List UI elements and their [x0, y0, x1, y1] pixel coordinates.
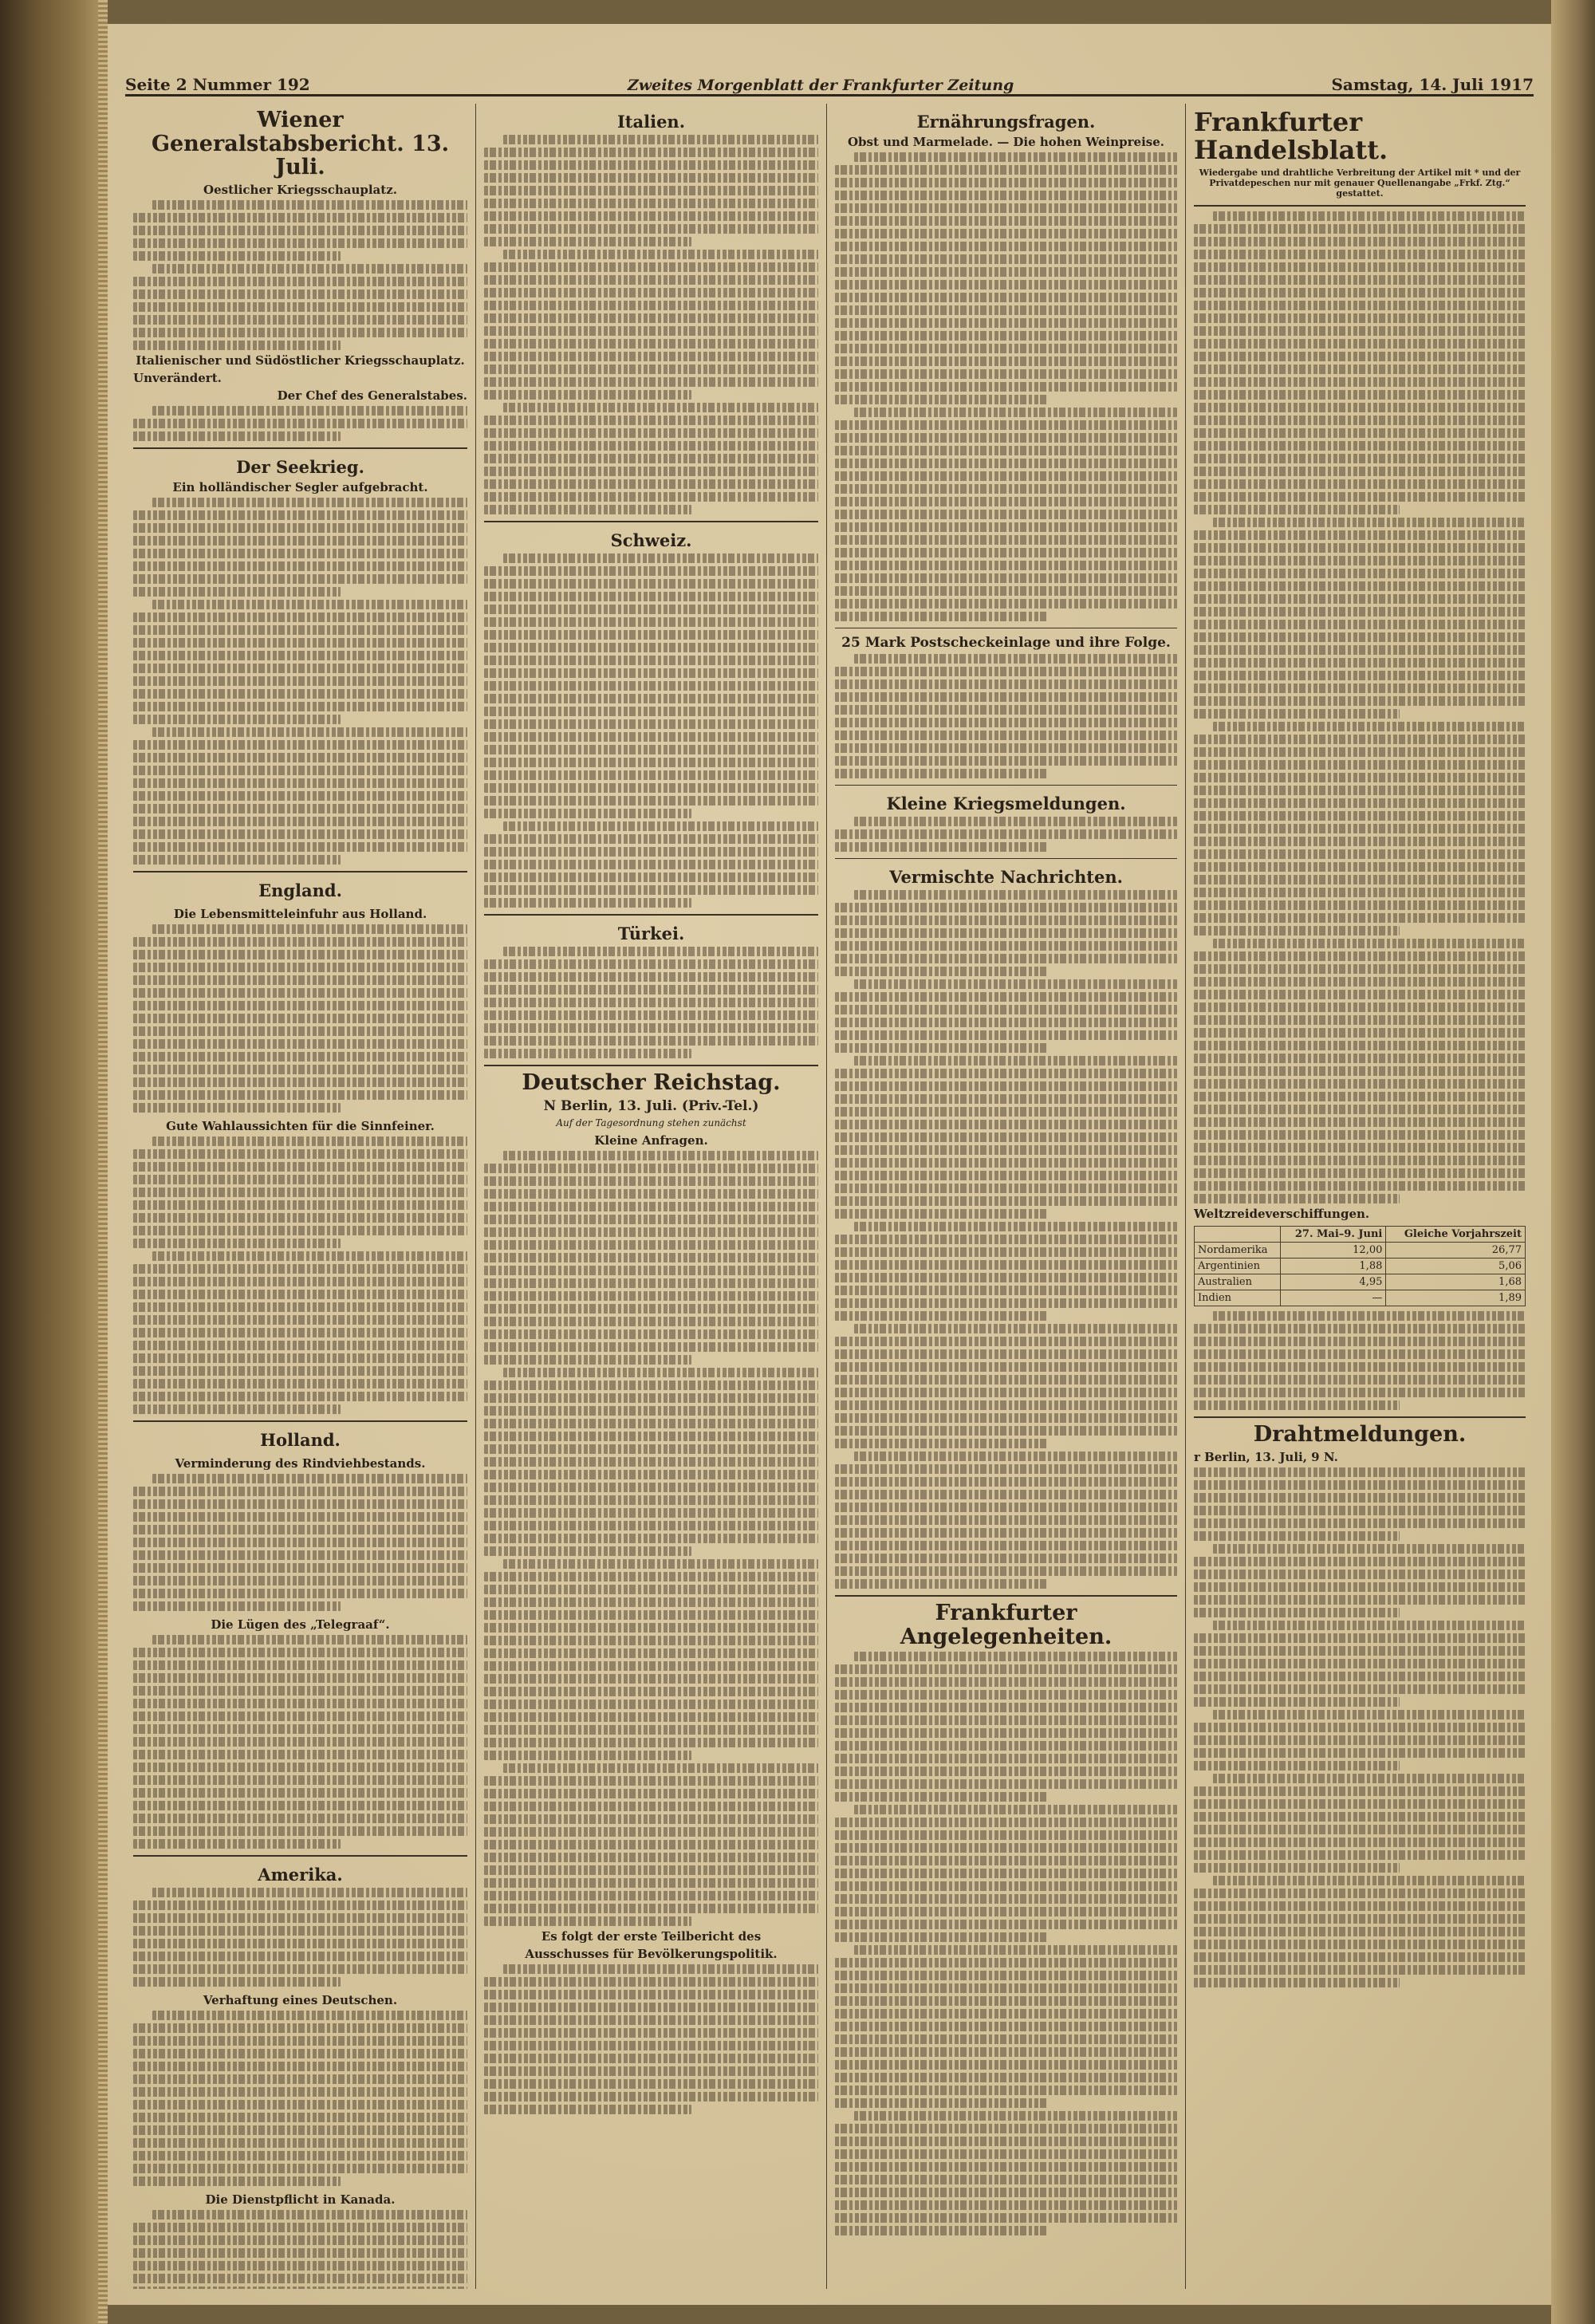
- table-cell: Indien: [1195, 1290, 1281, 1306]
- columns: [125, 104, 1534, 2289]
- book-binding: [0, 0, 108, 2324]
- divider: [1194, 1416, 1526, 1418]
- subhead-teilbericht: Es folgt der erste Teilbericht des: [541, 1928, 762, 1944]
- signature: Der Chef des Generalstabes.: [277, 388, 467, 404]
- heading-seekrieg: Der Seekrieg.: [236, 457, 364, 478]
- table-row: [1195, 1274, 1526, 1290]
- divider: [484, 521, 818, 522]
- text-block: [133, 406, 467, 441]
- heading-tuerkei: Türkei.: [617, 924, 685, 943]
- table-cell: 1,89: [1386, 1290, 1526, 1306]
- table-cell: 26,77: [1386, 1243, 1526, 1259]
- text-block: [1194, 1467, 1526, 1987]
- divider: [133, 447, 467, 449]
- text-block: [133, 2011, 467, 2186]
- heading-holland: Holland.: [260, 1430, 341, 1451]
- page-edge: [1551, 0, 1595, 2324]
- heading-kriegsmeldungen: Kleine Kriegsmeldungen.: [886, 794, 1126, 813]
- subhead-obst: Obst und Marmelade. — Die hohen Weinpreise.: [847, 135, 1164, 149]
- heading-vermischte: Vermischte Nachrichten.: [889, 867, 1123, 887]
- masthead: [125, 62, 1534, 97]
- table-cell: 12,00: [1280, 1243, 1385, 1259]
- table-cell: 5,06: [1386, 1259, 1526, 1274]
- table-row: [1195, 1243, 1526, 1259]
- text-block: [1194, 211, 1526, 1203]
- table-cell: 4,95: [1280, 1274, 1385, 1290]
- column-2: [476, 104, 827, 2289]
- text-block: [133, 1136, 467, 1414]
- table-cell: Australien: [1195, 1274, 1281, 1290]
- heading-ernaehrung: Ernährungsfragen.: [916, 112, 1096, 132]
- table-header: Gleiche Vorjahrszeit: [1386, 1227, 1526, 1243]
- column-3: [827, 104, 1186, 2289]
- draht-dateline: r Berlin, 13. Juli, 9 N.: [1194, 1450, 1338, 1465]
- text-block: [835, 890, 1177, 1589]
- subhead-italienisch: Italienischer und Südöstlicher Kriegsschauplatz.: [136, 353, 465, 368]
- subhead-verhaftung: Verhaftung eines Deutschen.: [203, 1993, 398, 2008]
- text-block: [484, 947, 818, 1058]
- masthead-date: Samstag, 14. Juli 1917: [1331, 75, 1534, 94]
- divider: [835, 785, 1177, 786]
- heading-handelsblatt: Frankfurter Handelsblatt.: [1194, 107, 1388, 166]
- table-cell: 1,68: [1386, 1274, 1526, 1290]
- heading-amerika: Amerika.: [258, 1865, 343, 1885]
- text-block: [835, 654, 1177, 778]
- heading-england: England.: [258, 880, 342, 901]
- reichstag-dateline: N Berlin, 13. Juli. (Priv.-Tel.): [543, 1097, 759, 1114]
- masthead-title: Zweites Morgenblatt der Frankfurter Zeitung: [627, 77, 1014, 94]
- text-block: [133, 498, 467, 865]
- table-row: [1195, 1290, 1526, 1306]
- heading-drahtmeldungen: Drahtmeldungen.: [1253, 1422, 1467, 1448]
- subhead-dienstpflicht: Die Dienstpflicht in Kanada.: [205, 2192, 396, 2208]
- text-block: [133, 2210, 467, 2289]
- heading-postscheck: 25 Mark Postscheckeinlage und ihre Folge.: [841, 635, 1171, 651]
- table-cell: Nordamerika: [1195, 1243, 1281, 1259]
- subhead-unveraendert: Unverändert.: [133, 371, 222, 386]
- divider: [133, 871, 467, 872]
- table-caption: Weltzreideverschiffungen.: [1194, 1207, 1370, 1222]
- divider: [835, 1595, 1177, 1597]
- table-header-row: [1195, 1227, 1526, 1243]
- divider: [484, 914, 818, 916]
- subhead-bevoelkerungspolitik: Ausschusses für Bevölkerungspolitik.: [525, 1946, 778, 1961]
- subhead-anfragen: Kleine Anfragen.: [594, 1132, 708, 1148]
- table-header: [1195, 1227, 1281, 1243]
- subhead-rindvieh: Verminderung des Rindviehbestands.: [175, 1456, 426, 1471]
- text-block: [1194, 1311, 1526, 1410]
- subhead-segler: Ein holländischer Segler aufgebracht.: [172, 480, 428, 495]
- subhead-sinnfeiner: Gute Wahlaussichten für die Sinnfeiner.: [166, 1119, 435, 1134]
- divider: [835, 858, 1177, 859]
- masthead-page-number: Seite 2 Nummer 192: [125, 75, 310, 94]
- text-block: [835, 1652, 1177, 2235]
- text-block: [835, 817, 1177, 852]
- reichstag-intro: Auf der Tagesordnung stehen zunächst: [556, 1117, 746, 1129]
- column-1: [125, 104, 476, 2289]
- handelsblatt-intro: Wiedergabe und drahtliche Verbreitung der Artikel mit * und der Privatdepeschen nur mit genauer Quellenangabe „Frkf. Ztg.“ gestattet.: [1199, 167, 1521, 199]
- heading-reichstag: Deutscher Reichstag.: [522, 1070, 781, 1095]
- heading-schweiz: Schweiz.: [610, 530, 692, 550]
- headline-generalstab: Wiener Generalstabsbericht. 13. Juli.: [151, 108, 450, 180]
- subhead-telegraaf: Die Lügen des „Telegraaf“.: [211, 1617, 390, 1633]
- table-header: 27. Mai–9. Juni: [1280, 1227, 1385, 1243]
- grain-shipments-table: [1194, 1226, 1526, 1306]
- text-block: [133, 1474, 467, 1611]
- column-4: [1186, 104, 1534, 2289]
- text-block: [484, 553, 818, 908]
- heading-frankfurter: Frankfurter Angelegenheiten.: [900, 1601, 1113, 1649]
- divider: [133, 1420, 467, 1422]
- text-block: [133, 1635, 467, 1849]
- text-block: [835, 152, 1177, 621]
- subhead-lebensmittel: Die Lebensmitteleinfuhr aus Holland.: [173, 907, 427, 922]
- subhead-oestlich: Oestlicher Kriegsschauplatz.: [203, 183, 397, 198]
- text-block: [133, 1888, 467, 1987]
- text-block: [133, 200, 467, 350]
- table-cell: —: [1280, 1290, 1385, 1306]
- text-block: [484, 1151, 818, 1926]
- divider: [1194, 205, 1526, 207]
- text-block: [484, 135, 818, 514]
- table-row: [1195, 1259, 1526, 1274]
- text-block: [133, 924, 467, 1113]
- table-cell: Argentinien: [1195, 1259, 1281, 1274]
- newspaper-page: [108, 24, 1551, 2305]
- text-block: [484, 1964, 818, 2114]
- table-cell: 1,88: [1280, 1259, 1385, 1274]
- heading-italien: Italien.: [616, 112, 686, 132]
- divider: [133, 1855, 467, 1857]
- divider: [484, 1065, 818, 1066]
